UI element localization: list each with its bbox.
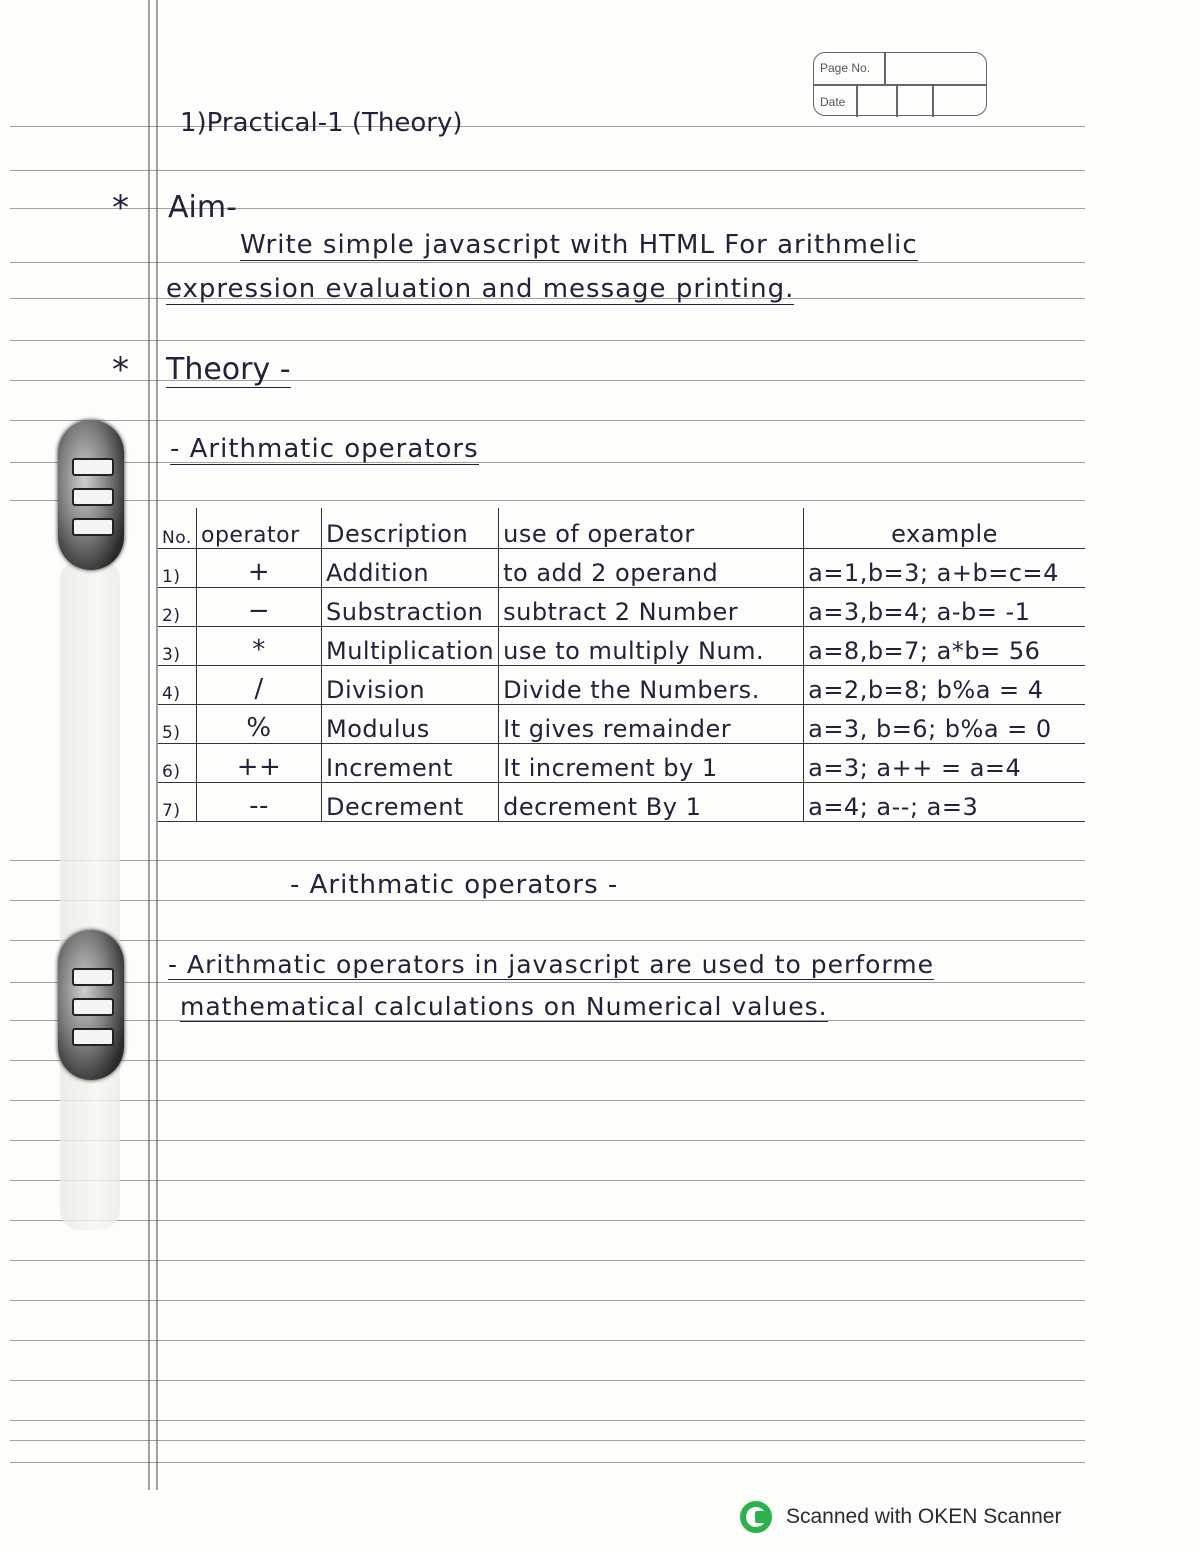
section2-line-1: - Arithmatic operators in javascript are used to performe	[168, 950, 934, 979]
row-example: a=3,b=4; a-b= -1	[804, 588, 1085, 627]
row-operator: --	[197, 783, 322, 822]
ruled-line	[10, 420, 1085, 421]
ruled-line	[10, 1462, 1085, 1463]
row-operator: ++	[197, 744, 322, 783]
date-label: Date	[820, 95, 846, 109]
ruled-line	[10, 1260, 1085, 1261]
ruled-line	[10, 1060, 1085, 1061]
row-description: Decrement	[322, 783, 499, 822]
row-example: a=4; a--; a=3	[804, 783, 1085, 822]
row-description: Multiplication	[322, 627, 499, 666]
oken-scanner-logo-icon	[740, 1501, 772, 1533]
row-operator: /	[197, 666, 322, 705]
aim-text-line-2: expression evaluation and message printing.	[166, 274, 795, 304]
page-date-box	[813, 52, 987, 116]
binder-ring-icon	[58, 930, 124, 1080]
ruled-line	[10, 1440, 1085, 1441]
aim-heading: Aim-	[168, 190, 237, 225]
ruled-line	[10, 1340, 1085, 1341]
binder-strip	[60, 560, 120, 1230]
row-description: Division	[322, 666, 499, 705]
ruled-line	[10, 1300, 1085, 1301]
section2-heading: - Arithmatic operators -	[290, 870, 619, 900]
row-use: It gives remainder	[499, 705, 804, 744]
header-no: No.	[158, 508, 197, 549]
ruled-line	[10, 860, 1085, 861]
ruled-line	[10, 1380, 1085, 1381]
scanner-watermark	[740, 1500, 1061, 1534]
table-row	[158, 549, 1085, 588]
row-no: 4)	[158, 666, 197, 705]
header-use: use of operator	[499, 508, 804, 549]
row-no: 5)	[158, 705, 197, 744]
row-operator: −	[197, 588, 322, 627]
table-row	[158, 705, 1085, 744]
row-use: use to multiply Num.	[499, 627, 804, 666]
row-no: 6)	[158, 744, 197, 783]
row-no: 1)	[158, 549, 197, 588]
aim-bullet: *	[112, 188, 129, 228]
page-title: 1)Practical-1 (Theory)	[180, 108, 463, 138]
theory-heading: Theory -	[166, 352, 291, 387]
row-use: subtract 2 Number	[499, 588, 804, 627]
ruled-line	[10, 900, 1085, 901]
ruled-line	[10, 262, 1085, 263]
table-header-row	[158, 508, 1085, 549]
row-operator: %	[197, 705, 322, 744]
theory-bullet: *	[112, 350, 129, 390]
scanner-text: Scanned with OKEN Scanner	[786, 1505, 1062, 1528]
ruled-line	[10, 1100, 1085, 1101]
row-description: Increment	[322, 744, 499, 783]
row-example: a=3; a++ = a=4	[804, 744, 1085, 783]
row-example: a=8,b=7; a*b= 56	[804, 627, 1085, 666]
arithmetic-operators-subheading: - Arithmatic operators	[170, 434, 479, 464]
table-row	[158, 627, 1085, 666]
ruled-line	[10, 340, 1085, 341]
row-description: Substraction	[322, 588, 499, 627]
ruled-line	[10, 940, 1085, 941]
row-operator: *	[197, 627, 322, 666]
header-operator: operator	[197, 508, 322, 549]
ruled-line	[10, 1180, 1085, 1181]
ruled-line	[10, 500, 1085, 501]
row-no: 3)	[158, 627, 197, 666]
table-row	[158, 744, 1085, 783]
row-use: decrement By 1	[499, 783, 804, 822]
row-example: a=3, b=6; b%a = 0	[804, 705, 1085, 744]
ruled-line	[10, 126, 1085, 127]
row-no: 2)	[158, 588, 197, 627]
row-use: Divide the Numbers.	[499, 666, 804, 705]
row-use: to add 2 operand	[499, 549, 804, 588]
row-operator: +	[197, 549, 322, 588]
row-use: It increment by 1	[499, 744, 804, 783]
operators-table	[158, 508, 1085, 822]
ruled-line	[10, 982, 1085, 983]
table-row	[158, 783, 1085, 822]
header-description: Description	[322, 508, 499, 549]
margin-line	[148, 0, 150, 1490]
ruled-line	[10, 170, 1085, 171]
row-example: a=1,b=3; a+b=c=4	[804, 549, 1085, 588]
row-no: 7)	[158, 783, 197, 822]
section2-line-2: mathematical calculations on Numerical values.	[180, 992, 828, 1021]
ruled-line	[10, 1140, 1085, 1141]
binder-ring-icon	[58, 420, 124, 570]
row-description: Modulus	[322, 705, 499, 744]
row-description: Addition	[322, 549, 499, 588]
ruled-line	[10, 1220, 1085, 1221]
row-example: a=2,b=8; b%a = 4	[804, 666, 1085, 705]
ruled-line	[10, 1420, 1085, 1421]
table-row	[158, 588, 1085, 627]
header-example: example	[804, 508, 1085, 549]
page-no-label: Page No.	[820, 61, 871, 75]
table-row	[158, 666, 1085, 705]
aim-text-line-1: Write simple javascript with HTML For arithmelic	[240, 230, 918, 260]
